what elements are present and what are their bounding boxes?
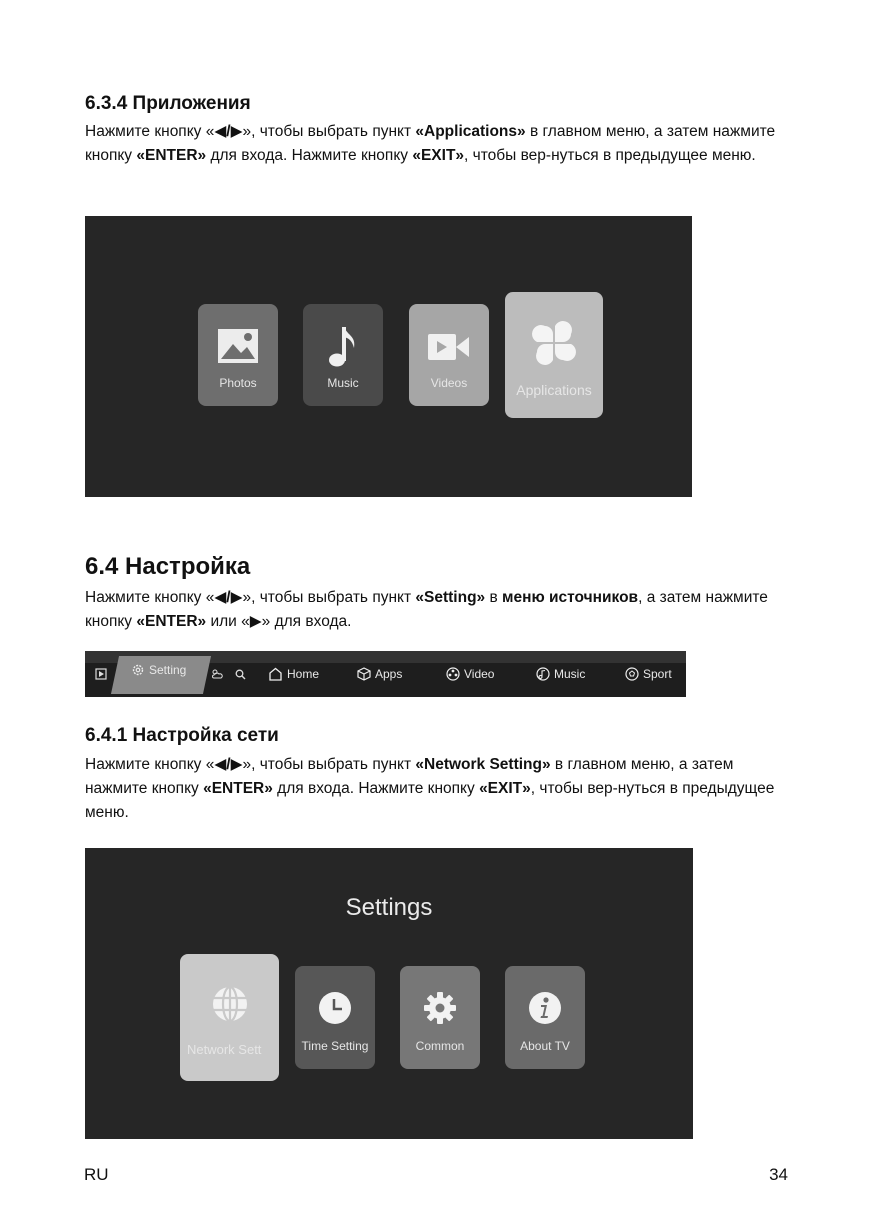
tile-label: Applications	[516, 382, 592, 398]
nav-item-video[interactable]	[446, 651, 494, 697]
tile-label: Photos	[219, 376, 257, 390]
common-tile[interactable]	[400, 966, 480, 1069]
gear-icon	[131, 663, 145, 677]
apps-screenshot	[85, 216, 692, 497]
source-menu-screenshot	[85, 651, 686, 697]
info-icon	[527, 990, 563, 1026]
section-heading: 6.4.1 Настройка сети	[85, 725, 279, 746]
nav-item-home[interactable]	[268, 651, 319, 697]
image-icon	[217, 328, 259, 364]
clock-icon	[317, 990, 353, 1026]
nav-item-label: Music	[554, 667, 586, 681]
nav-item-sport[interactable]	[625, 651, 672, 697]
network-setting-tile[interactable]	[180, 954, 279, 1081]
tile-label: Videos	[430, 376, 468, 390]
nav-item-music[interactable]	[536, 651, 585, 697]
settings-screenshot	[85, 848, 693, 1139]
section-paragraph: Нажмите кнопку «◀/▶», чтобы выбрать пункт «Network Setting» в главном меню, а затем нажмите кнопку «ENTER» для входа. Нажмите кнопку «EXIT», чтобы вер-нуться в предыдущее меню.	[85, 756, 775, 821]
cube-icon	[357, 667, 371, 681]
tile-label: Time Setting	[301, 1039, 369, 1053]
nav-item-label: Video	[464, 667, 495, 681]
applications-tile[interactable]	[505, 292, 603, 418]
photos-tile[interactable]	[198, 304, 278, 406]
music-note-icon	[326, 324, 360, 368]
home-icon	[268, 667, 283, 681]
nav-item-label: Sport	[643, 667, 672, 681]
tile-label: About TV	[520, 1039, 570, 1053]
footer-language: RU	[84, 1165, 109, 1184]
video-camera-icon	[427, 332, 471, 362]
page-number: 34	[769, 1165, 788, 1184]
section-heading: 6.4 Настройка	[85, 553, 251, 580]
tile-label: Common	[415, 1039, 465, 1053]
settings-title: Settings	[345, 894, 433, 921]
tile-label: Music	[327, 376, 359, 390]
nav-item-label: Home	[287, 667, 320, 681]
weather-icon[interactable]	[211, 651, 227, 697]
music-disc-icon	[536, 667, 550, 681]
about-tv-tile[interactable]	[505, 966, 585, 1069]
search-icon[interactable]	[235, 651, 250, 697]
nav-item-label: Setting	[149, 663, 187, 677]
ball-icon	[625, 667, 639, 681]
nav-item-apps[interactable]	[357, 651, 402, 697]
section-heading: 6.3.4 Приложения	[85, 93, 251, 114]
music-tile[interactable]	[303, 304, 383, 406]
four-petal-apps-icon	[531, 320, 577, 366]
time-setting-tile[interactable]	[295, 966, 375, 1069]
film-reel-icon	[446, 667, 460, 681]
videos-tile[interactable]	[409, 304, 489, 406]
tile-label: Network Sett	[187, 1042, 262, 1057]
nav-item-setting[interactable]	[131, 651, 186, 693]
section-paragraph: Нажмите кнопку «◀/▶», чтобы выбрать пункт «Applications» в главном меню, а затем нажмите кнопку «ENTER» для входа. Нажмите кнопку «EXIT», чтобы вер-нуться в предыдущее меню.	[85, 123, 776, 164]
nav-item-label: Apps	[375, 667, 403, 681]
gear-icon	[422, 990, 458, 1026]
input-source-icon[interactable]	[95, 651, 111, 697]
globe-icon	[210, 984, 250, 1024]
section-paragraph: Нажмите кнопку «◀/▶», чтобы выбрать пункт «Setting» в меню источников, а затем нажмите кнопку «ENTER» или «▶» для входа.	[85, 589, 768, 630]
